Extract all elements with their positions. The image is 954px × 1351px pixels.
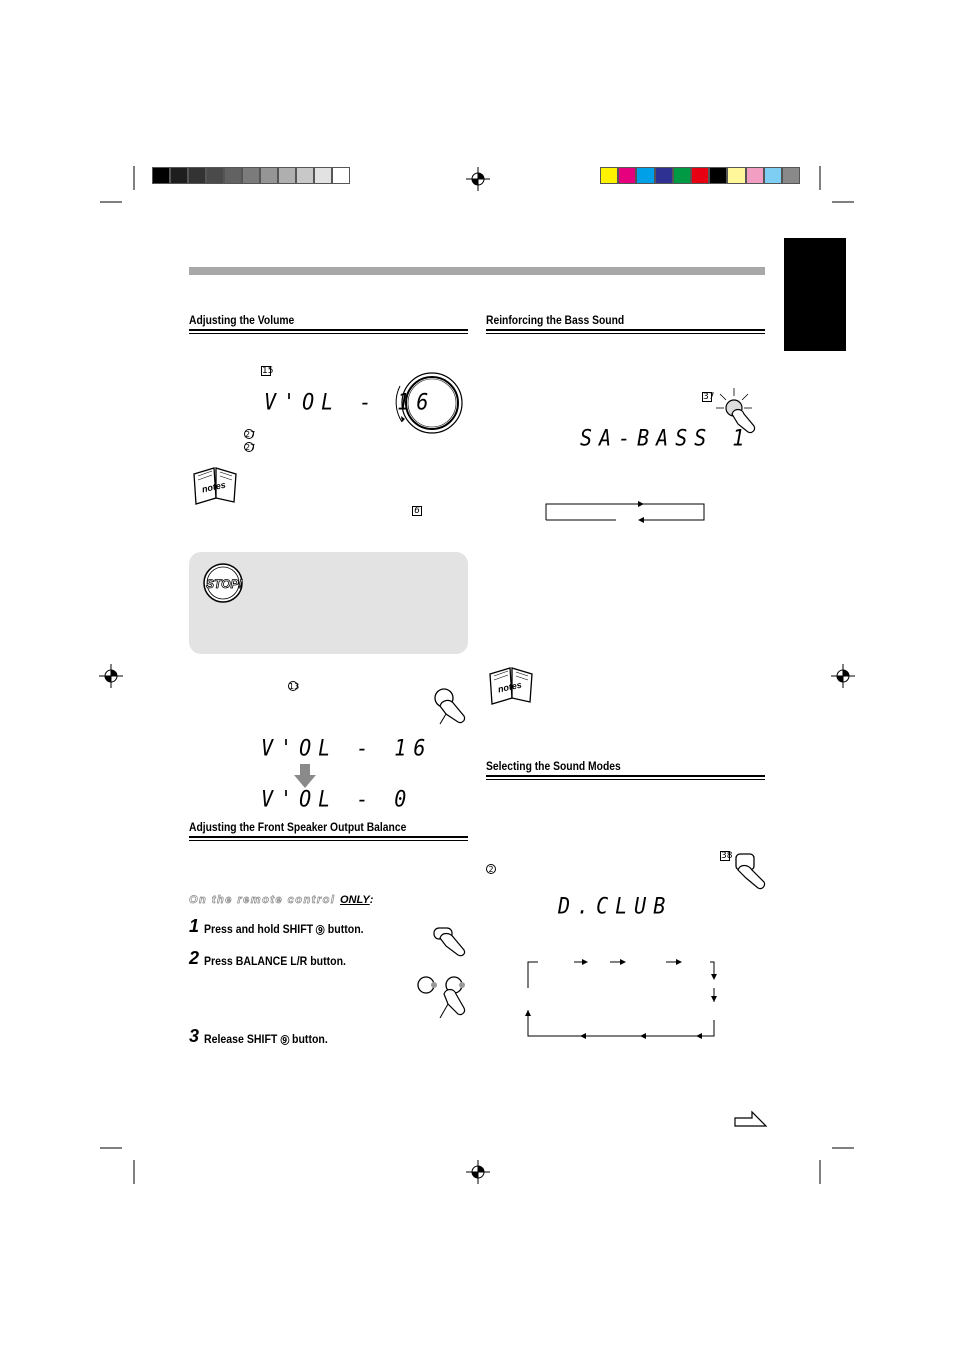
color-swatch bbox=[296, 167, 314, 184]
step-3-text-a: Release SHIFT bbox=[204, 1032, 281, 1046]
language-tab bbox=[784, 238, 846, 351]
section-title-volume: Adjusting the Volume bbox=[189, 313, 295, 327]
header-bar bbox=[189, 267, 765, 275]
registration-mark-bottom-icon bbox=[466, 1160, 490, 1184]
bass-cycle-diagram bbox=[544, 498, 708, 524]
section-rule bbox=[189, 333, 468, 334]
finger-press-button-icon bbox=[428, 684, 472, 728]
ref-vol-knob: 15 bbox=[262, 366, 274, 376]
section-rule bbox=[189, 836, 468, 838]
ref-fade-button: 13 bbox=[289, 682, 300, 691]
section-rule bbox=[486, 333, 765, 334]
section-title-sound-modes: Selecting the Sound Modes bbox=[486, 759, 621, 773]
step-3 bbox=[189, 1026, 199, 1047]
registration-mark-right-icon bbox=[831, 664, 855, 688]
color-swatch bbox=[206, 167, 224, 184]
display-volume-after: V'OL - 0 bbox=[261, 785, 414, 813]
section-rule bbox=[486, 775, 765, 777]
remote-only-label bbox=[189, 894, 375, 906]
color-swatch bbox=[332, 167, 350, 184]
ref-bass-button: 37 bbox=[703, 392, 715, 402]
stop-label: STOP! bbox=[206, 577, 243, 591]
step-3-text-b: button. bbox=[289, 1032, 328, 1046]
arrow-down-icon bbox=[294, 764, 316, 788]
sound-mode-cycle-diagram bbox=[524, 958, 720, 1042]
registration-mark-left-icon bbox=[99, 664, 123, 688]
notes-book-icon bbox=[486, 660, 538, 708]
registration-mark-top-icon bbox=[466, 167, 490, 191]
finger-press-sound-mode-icon bbox=[730, 850, 770, 894]
color-swatch bbox=[600, 167, 618, 184]
notes-label: notes bbox=[497, 679, 523, 695]
color-swatch bbox=[278, 167, 296, 184]
color-swatch bbox=[170, 167, 188, 184]
ref-sound-mode-button: 38 bbox=[721, 851, 733, 861]
display-volume: V'OL - 16 bbox=[264, 388, 436, 416]
color-swatch bbox=[782, 167, 800, 184]
section-rule bbox=[189, 329, 468, 331]
color-swatch bbox=[673, 167, 691, 184]
ref-shift: 9 bbox=[318, 925, 323, 935]
finger-press-balance-icon bbox=[414, 974, 472, 1022]
color-swatch bbox=[655, 167, 673, 184]
notes-label: notes bbox=[201, 479, 227, 495]
display-volume-before: V'OL - 16 bbox=[261, 734, 433, 762]
finger-press-shift-icon bbox=[430, 922, 470, 958]
step-number: 1 bbox=[189, 916, 200, 936]
continued-arrow-icon bbox=[734, 1110, 768, 1130]
step-1-text-b: button. bbox=[324, 922, 364, 936]
display-sound-mode: D.CLUB bbox=[558, 892, 673, 920]
remote-prefix: On the remote control bbox=[189, 894, 340, 906]
color-swatch bbox=[242, 167, 260, 184]
display-bass: SA-BASS 1 bbox=[580, 424, 752, 452]
step-3-text bbox=[204, 1032, 328, 1046]
section-title-balance: Adjusting the Front Speaker Output Balance bbox=[189, 820, 407, 834]
step-number: 2 bbox=[189, 948, 200, 968]
section-rule bbox=[486, 329, 765, 331]
ref-notes: 6 bbox=[412, 506, 422, 516]
color-swatch bbox=[224, 167, 242, 184]
ref-vol-b: 27 bbox=[245, 443, 256, 452]
color-swatch bbox=[152, 167, 170, 184]
remote-suffix: : bbox=[369, 894, 375, 906]
stop-icon bbox=[200, 561, 246, 605]
ref-shift: 9 bbox=[282, 1035, 288, 1045]
step-number: 3 bbox=[189, 1026, 200, 1046]
color-swatch bbox=[314, 167, 332, 184]
color-swatch bbox=[691, 167, 709, 184]
color-swatch bbox=[636, 167, 654, 184]
color-swatch bbox=[618, 167, 636, 184]
remote-only: ONLY bbox=[339, 894, 370, 906]
step-1 bbox=[189, 916, 199, 937]
color-swatch bbox=[764, 167, 782, 184]
step-2-text: Press BALANCE L/R button. bbox=[204, 954, 346, 968]
ref-vol-a: 27 bbox=[245, 430, 256, 439]
ref-sound-mode-left: 2 bbox=[486, 864, 496, 874]
color-swatch bbox=[746, 167, 764, 184]
notes-book-icon bbox=[190, 460, 242, 506]
color-swatch bbox=[188, 167, 206, 184]
color-swatch bbox=[709, 167, 727, 184]
step-1-text bbox=[204, 922, 364, 936]
color-swatch bbox=[727, 167, 745, 184]
section-rule bbox=[486, 779, 765, 780]
step-2 bbox=[189, 948, 199, 969]
color-swatch bbox=[260, 167, 278, 184]
volume-knob-icon bbox=[392, 366, 472, 440]
section-title-bass: Reinforcing the Bass Sound bbox=[486, 313, 625, 327]
step-1-text-a: Press and hold SHIFT bbox=[204, 922, 317, 936]
section-rule bbox=[189, 840, 468, 841]
